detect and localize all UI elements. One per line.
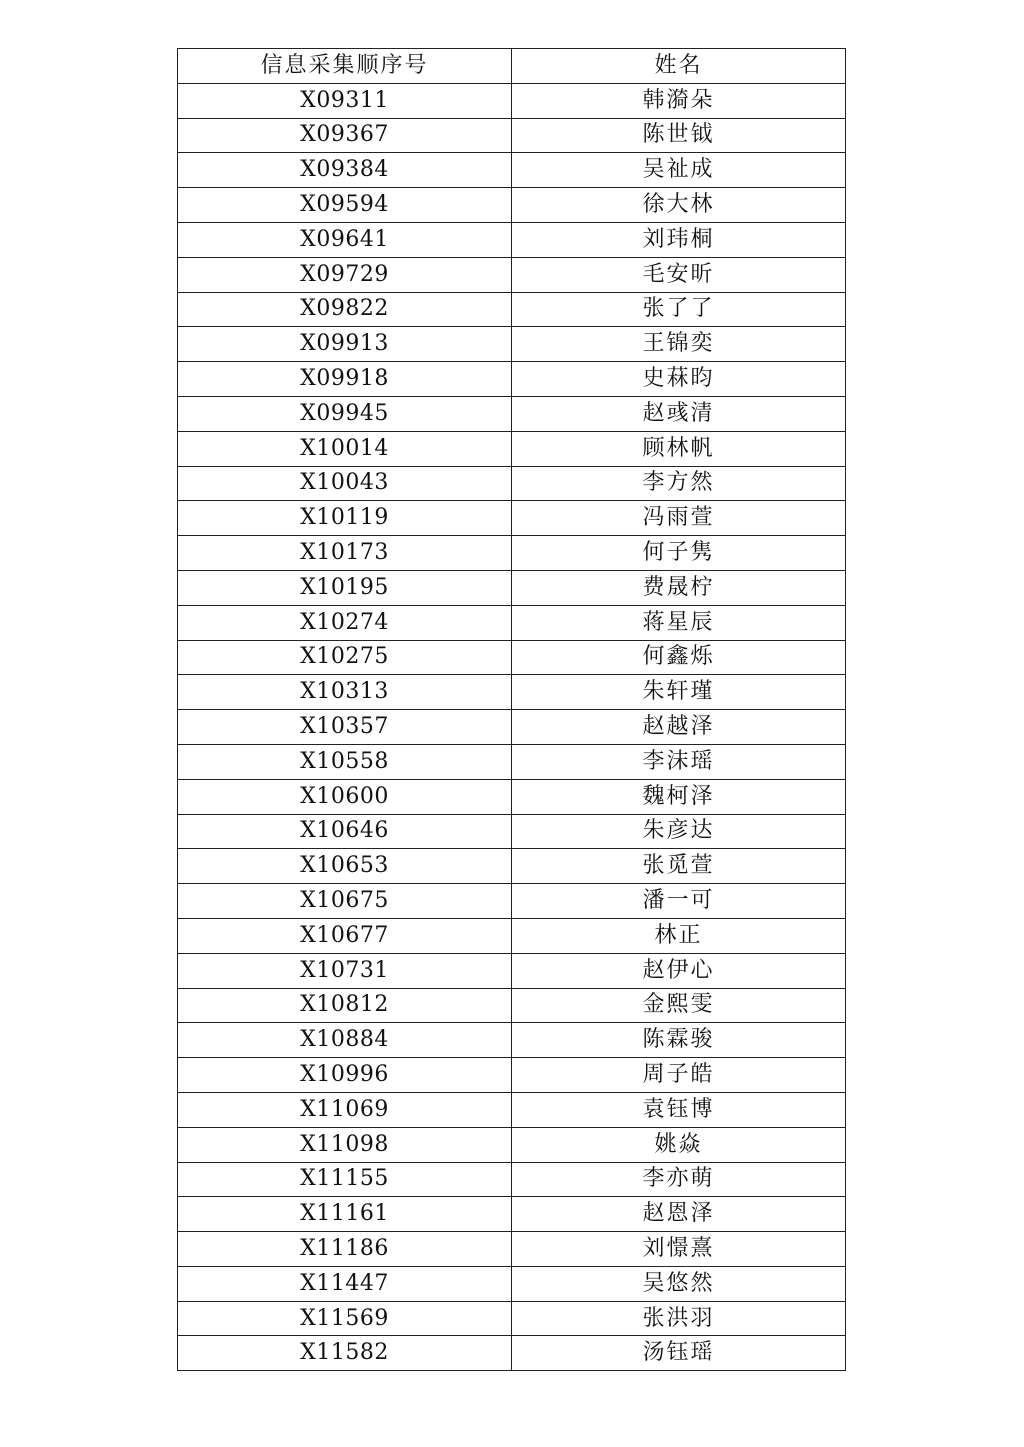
table-row — [178, 988, 846, 1023]
row-name-cell: 吴悠然 — [512, 1266, 846, 1301]
table-row — [178, 1197, 846, 1232]
table-row — [178, 1058, 846, 1093]
row-id-cell: X11069 — [178, 1092, 512, 1127]
row-name-cell: 金熙雯 — [512, 988, 846, 1023]
table-row — [178, 257, 846, 292]
row-name-cell: 刘憬熹 — [512, 1232, 846, 1267]
roster-body — [178, 83, 846, 1370]
row-name-cell: 张洪羽 — [512, 1301, 846, 1336]
row-name-cell: 陈霖骏 — [512, 1023, 846, 1058]
row-id-cell: X10119 — [178, 501, 512, 536]
header-name: 姓名 — [512, 49, 846, 84]
row-name-cell: 赵越泽 — [512, 710, 846, 745]
row-name-cell: 顾林帆 — [512, 431, 846, 466]
row-id-cell: X09945 — [178, 396, 512, 431]
row-name-cell: 冯雨萱 — [512, 501, 846, 536]
row-name-cell: 李方然 — [512, 466, 846, 501]
table-row — [178, 1023, 846, 1058]
row-name-cell: 赵伊心 — [512, 953, 846, 988]
table-row — [178, 710, 846, 745]
row-id-cell: X10653 — [178, 849, 512, 884]
row-name-cell: 姚焱 — [512, 1127, 846, 1162]
table-row — [178, 1336, 846, 1371]
table-row — [178, 153, 846, 188]
table-row — [178, 188, 846, 223]
table-row — [178, 1127, 846, 1162]
row-id-cell: X10274 — [178, 605, 512, 640]
table-row — [178, 1301, 846, 1336]
row-name-cell: 魏柯泽 — [512, 779, 846, 814]
table-row — [178, 292, 846, 327]
row-id-cell: X10275 — [178, 640, 512, 675]
row-id-cell: X10600 — [178, 779, 512, 814]
table-row — [178, 884, 846, 919]
row-id-cell: X09641 — [178, 222, 512, 257]
table-row — [178, 327, 846, 362]
row-id-cell: X09594 — [178, 188, 512, 223]
table-row — [178, 675, 846, 710]
row-id-cell: X09822 — [178, 292, 512, 327]
row-id-cell: X09311 — [178, 83, 512, 118]
table-row — [178, 640, 846, 675]
table-row — [178, 953, 846, 988]
row-name-cell: 袁钰博 — [512, 1092, 846, 1127]
row-id-cell: X11161 — [178, 1197, 512, 1232]
row-id-cell: X09384 — [178, 153, 512, 188]
row-name-cell: 费晟柠 — [512, 570, 846, 605]
table-row — [178, 501, 846, 536]
table-row — [178, 814, 846, 849]
table-row — [178, 118, 846, 153]
table-row — [178, 396, 846, 431]
row-id-cell: X10675 — [178, 884, 512, 919]
row-id-cell: X10646 — [178, 814, 512, 849]
row-id-cell: X10043 — [178, 466, 512, 501]
row-id-cell: X10195 — [178, 570, 512, 605]
row-id-cell: X09918 — [178, 362, 512, 397]
row-id-cell: X10357 — [178, 710, 512, 745]
row-name-cell: 韩漪朵 — [512, 83, 846, 118]
row-id-cell: X10558 — [178, 744, 512, 779]
row-id-cell: X11098 — [178, 1127, 512, 1162]
row-name-cell: 何鑫烁 — [512, 640, 846, 675]
row-name-cell: 蒋星辰 — [512, 605, 846, 640]
row-name-cell: 张了了 — [512, 292, 846, 327]
header-row — [178, 49, 846, 84]
row-id-cell: X10884 — [178, 1023, 512, 1058]
row-name-cell: 汤钰瑶 — [512, 1336, 846, 1371]
table-row — [178, 222, 846, 257]
table-row — [178, 431, 846, 466]
table-row — [178, 1232, 846, 1267]
table-row — [178, 83, 846, 118]
table-row — [178, 779, 846, 814]
row-id-cell: X10313 — [178, 675, 512, 710]
row-id-cell: X10014 — [178, 431, 512, 466]
table-row — [178, 918, 846, 953]
row-name-cell: 毛安昕 — [512, 257, 846, 292]
row-id-cell: X11569 — [178, 1301, 512, 1336]
row-name-cell: 李沫瑶 — [512, 744, 846, 779]
row-id-cell: X10173 — [178, 536, 512, 571]
row-name-cell: 陈世钺 — [512, 118, 846, 153]
row-id-cell: X09367 — [178, 118, 512, 153]
table-row — [178, 744, 846, 779]
row-name-cell: 史菻昀 — [512, 362, 846, 397]
row-name-cell: 朱彦达 — [512, 814, 846, 849]
row-id-cell: X10677 — [178, 918, 512, 953]
row-id-cell: X11186 — [178, 1232, 512, 1267]
table-row — [178, 570, 846, 605]
row-name-cell: 李亦萌 — [512, 1162, 846, 1197]
header-id: 信息采集顺序号 — [178, 49, 512, 84]
row-name-cell: 赵恩泽 — [512, 1197, 846, 1232]
row-id-cell: X09913 — [178, 327, 512, 362]
row-id-cell: X11155 — [178, 1162, 512, 1197]
row-name-cell: 徐大林 — [512, 188, 846, 223]
table-row — [178, 605, 846, 640]
table-row — [178, 362, 846, 397]
table-row — [178, 849, 846, 884]
row-id-cell: X11447 — [178, 1266, 512, 1301]
row-id-cell: X10812 — [178, 988, 512, 1023]
table-row — [178, 1162, 846, 1197]
row-name-cell: 周子皓 — [512, 1058, 846, 1093]
row-id-cell: X11582 — [178, 1336, 512, 1371]
row-name-cell: 吴祉成 — [512, 153, 846, 188]
row-name-cell: 潘一可 — [512, 884, 846, 919]
row-id-cell: X10731 — [178, 953, 512, 988]
roster-sheet — [177, 48, 845, 1371]
row-name-cell: 赵彧清 — [512, 396, 846, 431]
table-row — [178, 1266, 846, 1301]
row-id-cell: X10996 — [178, 1058, 512, 1093]
row-name-cell: 张觅萱 — [512, 849, 846, 884]
row-name-cell: 王锦奕 — [512, 327, 846, 362]
row-id-cell: X09729 — [178, 257, 512, 292]
row-name-cell: 朱轩瑾 — [512, 675, 846, 710]
table-row — [178, 536, 846, 571]
row-name-cell: 何子隽 — [512, 536, 846, 571]
table-row — [178, 466, 846, 501]
row-name-cell: 林正 — [512, 918, 846, 953]
table-row — [178, 1092, 846, 1127]
row-name-cell: 刘玮桐 — [512, 222, 846, 257]
roster-table — [177, 48, 846, 1371]
